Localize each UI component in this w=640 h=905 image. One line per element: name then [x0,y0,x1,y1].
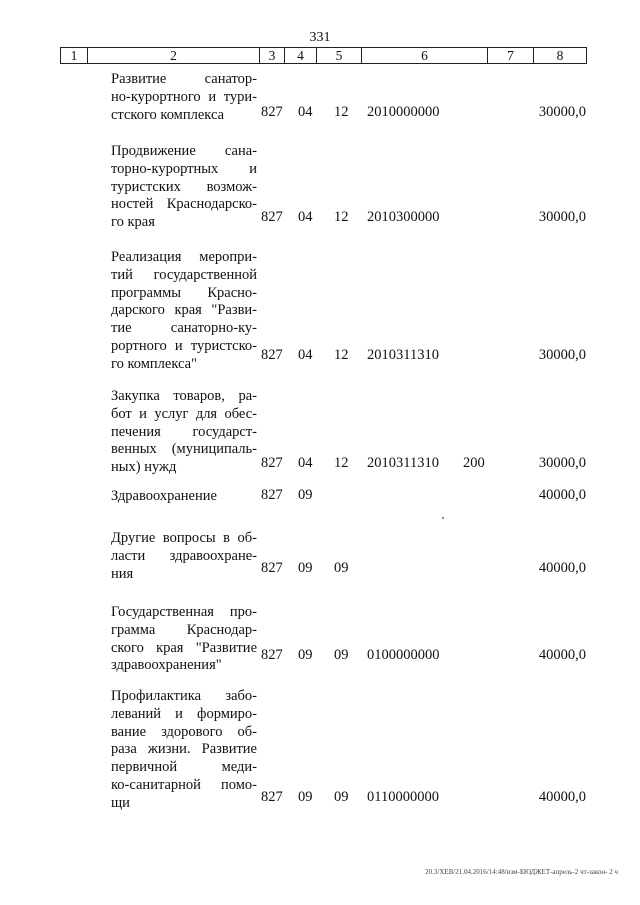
row-name: Реализация меропри- тий государственной программы Красно- дарского края "Разви- тие санаторно-ку- рортного и туристско- го комплекса" [111,249,257,372]
column-header-4: 4 [284,47,316,64]
cell-col-4: 09 [298,647,313,663]
scan-speck [442,517,444,519]
cell-col-4: 09 [298,560,313,576]
cell-col-6: 0110000000 [367,789,439,805]
cell-col-3: 827 [261,789,283,805]
cell-col-4: 09 [298,487,313,503]
cell-col-3: 827 [261,104,283,120]
cell-col-3: 827 [261,560,283,576]
column-header-2: 2 [87,47,259,64]
cell-col-5: 09 [334,789,349,805]
document-footer: 20.3/ХЕВ/21.04.2016/14:48/изм-БЮДЖЕТ-апрель-2 чт-закон- 2 ч [425,868,618,876]
cell-col-5: 09 [334,647,349,663]
cell-col-8: 40000,0 [538,647,586,663]
cell-col-6: 0100000000 [367,647,440,663]
column-header-1: 1 [60,47,87,64]
cell-col-6: 2010311310 [367,455,439,471]
cell-col-3: 827 [261,347,283,363]
row-name: Закупка товаров, ра- бот и услуг для обес- печения государст- венных (муниципаль- ных) нужд [111,388,257,476]
cell-col-4: 04 [298,347,313,363]
row-name: Развитие санатор- но-курортного и тури- стского комплекса [111,71,257,123]
cell-col-4: 04 [298,209,313,225]
cell-col-8: 40000,0 [538,560,586,576]
cell-col-8: 30000,0 [538,347,586,363]
cell-col-4: 04 [298,104,313,120]
cell-col-6: 2010311310 [367,347,439,363]
column-header-7: 7 [487,47,533,64]
cell-col-8: 30000,0 [538,455,586,471]
cell-col-3: 827 [261,647,283,663]
cell-col-3: 827 [261,455,283,471]
cell-col-7: 200 [463,455,485,471]
column-header-6: 6 [361,47,487,64]
column-header-3: 3 [259,47,284,64]
cell-col-5: 12 [334,209,349,225]
cell-col-4: 09 [298,789,313,805]
cell-col-8: 30000,0 [538,104,586,120]
row-name: Другие вопросы в об- ласти здравоохране- ния [111,530,257,582]
cell-col-4: 04 [298,455,313,471]
row-name: Профилактика забо- леваний и формиро- вание здорового об- раза жизни. Развитие первичной меди- ко-санитарной помо- щи [111,688,257,811]
row-name: Государственная про- грамма Краснодар- ского края "Развитие здравоохранения" [111,604,257,674]
cell-col-6: 2010000000 [367,104,440,120]
row-name: Продвижение сана- торно-курортных и туристских возмож- ностей Краснодарско- го края [111,143,257,231]
cell-col-5: 12 [334,104,349,120]
cell-col-3: 827 [261,209,283,225]
cell-col-5: 12 [334,347,349,363]
cell-col-6: 2010300000 [367,209,440,225]
cell-col-5: 09 [334,560,349,576]
cell-col-3: 827 [261,487,283,503]
cell-col-8: 40000,0 [538,487,586,503]
cell-col-8: 30000,0 [538,209,586,225]
row-name: Здравоохранение [111,488,217,504]
column-header-row [60,47,586,64]
cell-col-8: 40000,0 [538,789,586,805]
column-header-5: 5 [316,47,361,64]
column-header-8: 8 [533,47,587,64]
cell-col-5: 12 [334,455,349,471]
page-number: 331 [309,30,331,45]
